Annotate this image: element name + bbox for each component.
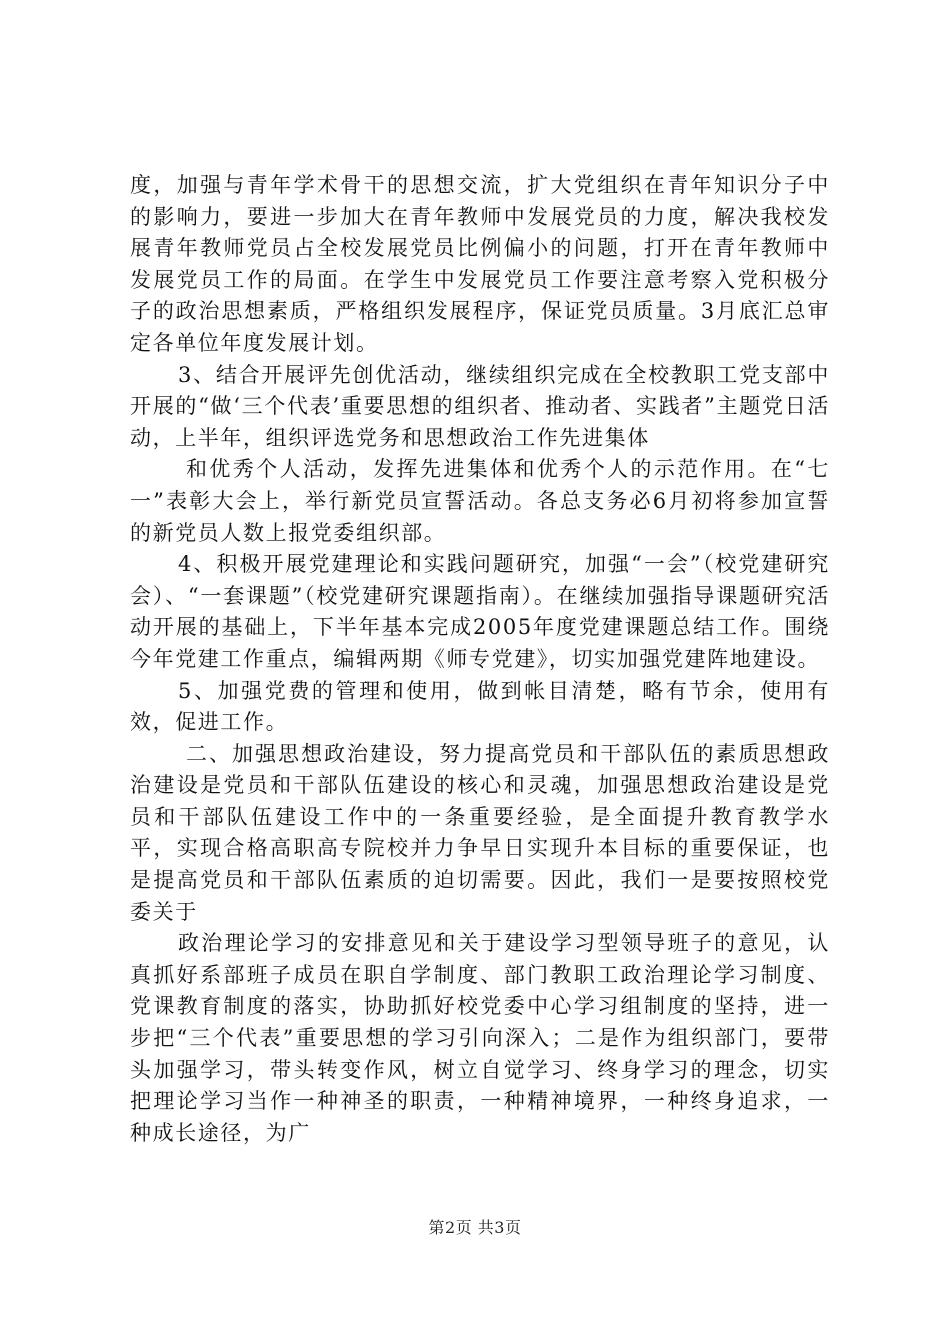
paragraph-6: 二、加强思想政治建设，努力提高党员和干部队伍的素质思想政治建设是党员和干部队伍建设的核心和灵魂，加强思想政治建设是党员和干部队伍建设工作中的一条重要经验，是全面提升教育教学水平，实现合格高职高专院校并力争早日实现升本目标的重要保证，也是提高党员和干部队伍素质的迫切需要。因此，我们一是要按照校党委关于: [130, 741, 830, 924]
page-number-footer: 第2页 共3页: [428, 1218, 522, 1237]
paragraph-3: 和优秀个人活动，发挥先进集体和优秀个人的示范作用。在“七一”表彰大会上，举行新党员宣誓活动。各总支务必6月初将参加宣誓的新党员人数上报党委组织部。: [130, 457, 830, 545]
paragraph-7: 政治理论学习的安排意见和关于建设学习型领导班子的意见，认真抓好系部班子成员在职自学制度、部门教职工政治理论学习制度、党课教育制度的落实，协助抓好校党委中心学习组制度的坚持，进一步把“三个代表”重要思想的学习引向深入；二是作为组织部门，要带头加强学习，带头转变作风，树立自觉学习、终身学习的理念，切实把理论学习当作一种神圣的职责，一种精神境界，一种终身追求，一种成长途径，为广: [130, 931, 830, 1145]
paragraph-4: 4、积极开展党建理论和实践问题研究，加强“一会”（校党建研究会）、“一套课题”（校党建研究课题指南）。在继续加强指导课题研究活动开展的基础上，下半年基本完成2005年度党建课题总结工作。围绕今年党建工作重点，编辑两期《师专党建》，切实加强党建阵地建设。: [130, 552, 830, 671]
paragraph-5: 5、加强党费的管理和使用，做到帐目清楚，略有节余，使用有效，促进工作。: [130, 678, 830, 735]
paragraph-2: 3、结合开展评先创优活动，继续组织完成在全校教职工党支部中开展的“做‘三个代表’重要思想的组织者、推动者、实践者”主题党日活动，上半年，组织评选党务和思想政治工作先进集体: [130, 362, 830, 450]
paragraph-1: 度，加强与青年学术骨干的思想交流，扩大党组织在青年知识分子中的影响力，要进一步加大在青年教师中发展党员的力度，解决我校发展青年教师党员占全校发展党员比例偏小的问题，打开在青年教师中发展党员工作的局面。在学生中发展党员工作要注意考察入党积极分子的政治思想素质，严格组织发展程序，保证党员质量。3月底汇总审定各单位年度发展计划。: [130, 173, 830, 355]
document-body: [130, 170, 830, 1149]
